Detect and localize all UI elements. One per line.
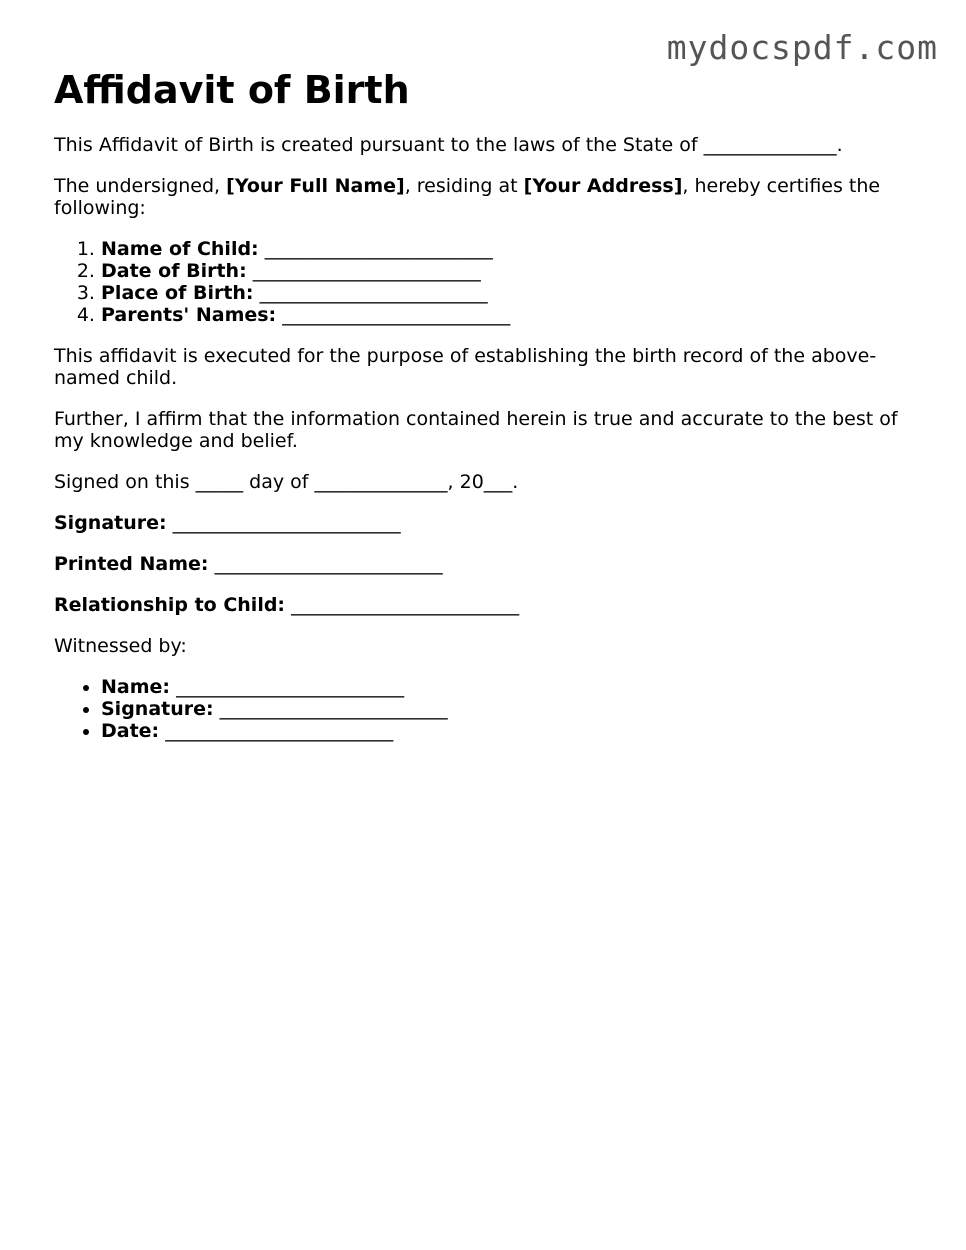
list-item bbox=[101, 698, 914, 720]
witness-list bbox=[54, 676, 914, 742]
field-label: Place of Birth: bbox=[101, 282, 254, 304]
witness-date-blank[interactable]: ________________________ bbox=[165, 720, 394, 742]
printed-name-blank[interactable]: ________________________ bbox=[214, 553, 443, 575]
full-name-placeholder: [Your Full Name] bbox=[226, 175, 405, 197]
field-label: Relationship to Child: bbox=[54, 594, 286, 616]
watermark: mydocspdf.com bbox=[666, 28, 938, 67]
relationship-blank[interactable]: ________________________ bbox=[291, 594, 520, 616]
page-title: Affidavit of Birth bbox=[54, 68, 410, 112]
signed-on-line[interactable]: Signed on this _____ day of ______________, 20___. bbox=[54, 471, 519, 493]
certify-suffix: , hereby certifies the following: bbox=[54, 175, 881, 219]
witness-signature-blank[interactable]: ________________________ bbox=[219, 698, 448, 720]
document bbox=[54, 66, 914, 761]
field-label: Parents' Names: bbox=[101, 304, 277, 326]
affirm-paragraph: Further, I affirm that the information contained herein is true and accurate to the best of my knowledge and belief. bbox=[54, 408, 898, 452]
field-label: Signature: bbox=[101, 698, 214, 720]
list-item bbox=[101, 720, 914, 742]
relationship-line bbox=[54, 594, 914, 616]
signature-blank[interactable]: ________________________ bbox=[172, 512, 401, 534]
list-item bbox=[101, 282, 914, 304]
parents-names-blank[interactable]: ________________________ bbox=[282, 304, 511, 326]
certify-prefix: The undersigned, bbox=[54, 175, 227, 197]
witnessed-by-heading: Witnessed by: bbox=[54, 635, 187, 657]
field-label: Date of Birth: bbox=[101, 260, 247, 282]
date-of-birth-blank[interactable]: ________________________ bbox=[252, 260, 481, 282]
signature-line bbox=[54, 512, 914, 534]
list-item bbox=[101, 260, 914, 282]
certify-middle: , residing at bbox=[404, 175, 524, 197]
purpose-paragraph: This affidavit is executed for the purpose of establishing the birth record of the above-named child. bbox=[54, 345, 877, 389]
list-item bbox=[101, 304, 914, 326]
list-item bbox=[101, 238, 914, 260]
field-label: Name of Child: bbox=[101, 238, 259, 260]
field-label: Date: bbox=[101, 720, 160, 742]
field-label: Printed Name: bbox=[54, 553, 209, 575]
printed-name-line bbox=[54, 553, 914, 575]
address-placeholder: [Your Address] bbox=[523, 175, 683, 197]
field-label: Signature: bbox=[54, 512, 167, 534]
name-of-child-blank[interactable]: ________________________ bbox=[264, 238, 493, 260]
witness-name-blank[interactable]: ________________________ bbox=[176, 676, 405, 698]
place-of-birth-blank[interactable]: ________________________ bbox=[259, 282, 488, 304]
intro-paragraph: This Affidavit of Birth is created pursuant to the laws of the State of ______________. bbox=[54, 134, 843, 156]
certify-paragraph bbox=[54, 175, 914, 219]
list-item bbox=[101, 676, 914, 698]
child-details-list bbox=[54, 238, 914, 326]
field-label: Name: bbox=[101, 676, 171, 698]
